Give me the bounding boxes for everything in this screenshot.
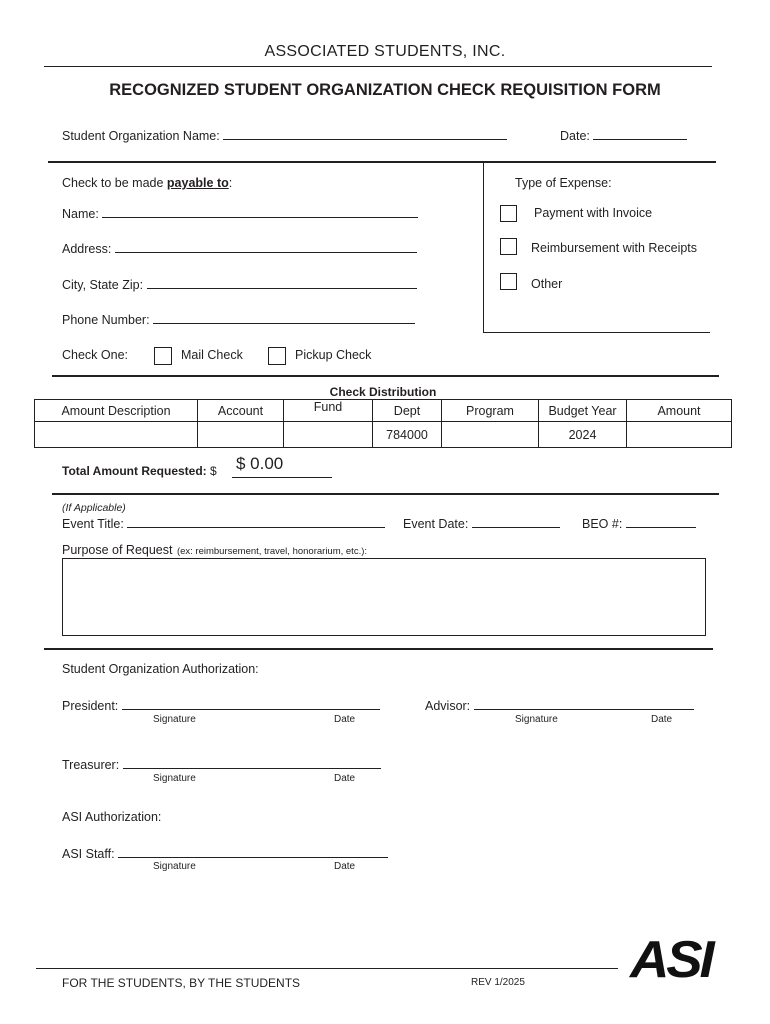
- footer-motto: FOR THE STUDENTS, BY THE STUDENTS: [62, 976, 301, 990]
- if-applicable-note: (If Applicable): [62, 502, 126, 514]
- distribution-table: [34, 399, 732, 448]
- col-account: Account: [198, 400, 284, 422]
- payee-phone-blank[interactable]: [153, 312, 415, 324]
- payee-phone-field[interactable]: Phone Number:: [62, 312, 415, 327]
- event-date-blank[interactable]: [472, 516, 560, 528]
- col-program: Program: [442, 400, 539, 422]
- treasurer-blank[interactable]: [123, 757, 381, 769]
- advisor-date-caption: Date: [651, 714, 673, 725]
- asi-staff-field[interactable]: ASI Staff:: [62, 846, 388, 861]
- check-one-label: Check One:: [62, 348, 129, 362]
- asi-staff-blank[interactable]: [118, 846, 388, 858]
- president-signature-caption: Signature: [153, 714, 196, 725]
- advisor-signature-caption: Signature: [515, 714, 558, 725]
- treasurer-date-caption: Date: [334, 773, 356, 784]
- payee-address-field[interactable]: Address:: [62, 241, 417, 256]
- section-rule-2: [52, 375, 719, 377]
- org-name-label: Student Organization Name:: [62, 129, 220, 143]
- president-field[interactable]: President:: [62, 698, 380, 713]
- footer-rule: [36, 968, 618, 969]
- beo-field[interactable]: BEO #:: [582, 516, 696, 531]
- org-name-field[interactable]: [62, 128, 507, 143]
- date-label: Date:: [560, 129, 590, 143]
- asi-logo: ASI: [630, 931, 712, 989]
- payee-address-blank[interactable]: [115, 241, 417, 253]
- date-field[interactable]: [560, 128, 687, 143]
- distribution-row[interactable]: [35, 422, 732, 448]
- asi-date-caption: Date: [334, 861, 356, 872]
- expense-heading: Type of Expense:: [515, 176, 612, 190]
- distribution-header-row: [35, 400, 732, 422]
- student-auth-heading: Student Organization Authorization:: [62, 662, 259, 676]
- pickup-check-checkbox[interactable]: [268, 347, 286, 365]
- pickup-check-label: Pickup Check: [295, 348, 372, 362]
- reimbursement-checkbox[interactable]: [500, 238, 517, 255]
- total-value[interactable]: $ 0.00: [236, 454, 284, 473]
- beo-blank[interactable]: [626, 516, 696, 528]
- col-dept: Dept: [373, 400, 442, 422]
- president-blank[interactable]: [122, 698, 380, 710]
- purpose-label: Purpose of Request (ex: reimbursement, travel, honorarium, etc.):: [62, 543, 368, 557]
- col-amount: Amount: [627, 400, 732, 422]
- asi-auth-heading: ASI Authorization:: [62, 810, 162, 824]
- date-blank[interactable]: [593, 128, 687, 140]
- col-amount-description: Amount Description: [35, 400, 198, 422]
- other-label: Other: [531, 277, 563, 291]
- treasurer-field[interactable]: Treasurer:: [62, 757, 381, 772]
- cell-amount[interactable]: [627, 422, 732, 448]
- mail-check-label: Mail Check: [181, 348, 243, 362]
- asi-signature-caption: Signature: [153, 861, 196, 872]
- reimbursement-label: Reimbursement with Receipts: [531, 241, 698, 255]
- payee-name-blank[interactable]: [102, 206, 418, 218]
- section-rule-1: [48, 161, 716, 163]
- header-rule: [44, 66, 712, 67]
- section-rule-3: [52, 493, 719, 495]
- form-title: RECOGNIZED STUDENT ORGANIZATION CHECK REQUISITION FORM: [109, 81, 661, 99]
- other-checkbox[interactable]: [500, 273, 517, 290]
- treasurer-signature-caption: Signature: [153, 773, 196, 784]
- payee-name-field[interactable]: Name:: [62, 206, 418, 221]
- president-date-caption: Date: [334, 714, 356, 725]
- section-rule-4: [44, 648, 713, 650]
- event-title-blank[interactable]: [127, 516, 385, 528]
- cell-dept[interactable]: 784000: [373, 422, 442, 448]
- advisor-field[interactable]: Advisor:: [425, 698, 694, 713]
- col-fund: Fund: [284, 400, 373, 422]
- cell-fund[interactable]: [284, 422, 373, 448]
- distribution-title: Check Distribution: [329, 385, 437, 399]
- payment-invoice-label: Payment with Invoice: [534, 206, 653, 220]
- payee-city-field[interactable]: City, State Zip:: [62, 277, 417, 292]
- org-name-blank[interactable]: [223, 128, 507, 140]
- cell-account[interactable]: [198, 422, 284, 448]
- event-date-field[interactable]: Event Date:: [403, 516, 560, 531]
- expense-box-left: [483, 162, 484, 332]
- expense-box-bottom: [483, 332, 710, 333]
- cell-amount-description[interactable]: [35, 422, 198, 448]
- cell-program[interactable]: [442, 422, 539, 448]
- col-budget-year: Budget Year: [539, 400, 627, 422]
- payment-invoice-checkbox[interactable]: [500, 205, 517, 222]
- advisor-blank[interactable]: [474, 698, 694, 710]
- purpose-textarea[interactable]: [62, 558, 706, 636]
- cell-budget-year[interactable]: 2024: [539, 422, 627, 448]
- event-title-field[interactable]: Event Title:: [62, 516, 385, 531]
- revision-label: REV 1/2025: [471, 977, 525, 988]
- mail-check-checkbox[interactable]: [154, 347, 172, 365]
- org-header: ASSOCIATED STUDENTS, INC.: [264, 43, 506, 60]
- total-label: Total Amount Requested: $: [62, 464, 217, 478]
- payee-heading: Check to be made payable to:: [62, 176, 233, 190]
- payee-city-blank[interactable]: [147, 277, 417, 289]
- payable-to-text: payable to: [166, 176, 229, 190]
